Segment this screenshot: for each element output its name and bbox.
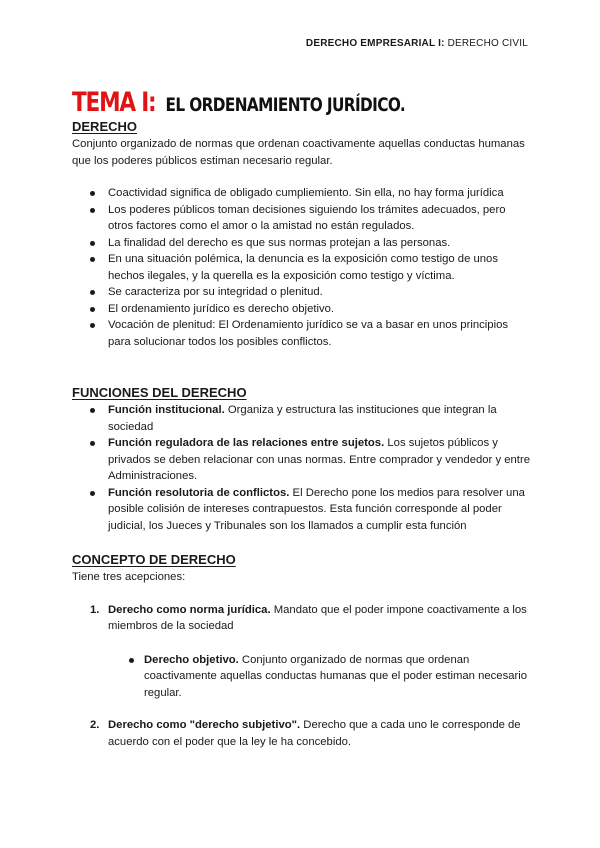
section-heading-funciones: FUNCIONES DEL DERECHO: [72, 385, 247, 400]
list-item: [72, 402, 532, 435]
list-item: Se caracteriza por su integridad o plenitud.: [72, 284, 532, 301]
derecho-definition: Conjunto organizado de normas que ordenan coactivamente aquellas conductas humanas que los poderes públicos estiman necesario regular.: [72, 138, 525, 167]
list-item-text: Derecho que a cada uno le corresponde de acuerdo con el poder que la ley le ha concebido.: [108, 719, 521, 748]
page-title: [72, 78, 405, 120]
list-item-text: Conjunto organizado de normas que ordenan coactivamente aquellas conductas humanas que el poder estiman necesario regular.: [144, 653, 528, 699]
concepto-intro: Tiene tres acepciones:: [72, 571, 186, 583]
list-item: [72, 602, 532, 635]
list-item-text: Los sujetos públicos y privados se deben relacionar con unas normas. Entre comprador y vendedor y entre Administraciones.: [108, 437, 530, 482]
list-item-text: Mandato que el poder impone coactivamente a los miembros de la sociedad: [108, 603, 527, 632]
funciones-list: [72, 402, 532, 534]
document-body: [72, 118, 532, 750]
list-item-term: Función resolutoria de conflictos.: [108, 486, 290, 499]
list-item: [72, 435, 532, 485]
list-item-term: Derecho objetivo.: [144, 653, 239, 666]
section-heading-concepto: CONCEPTO DE DERECHO: [72, 552, 236, 567]
list-item-term: Función institucional.: [108, 404, 225, 416]
title-text: EL ORDENAMIENTO JURÍDICO.: [165, 94, 406, 117]
list-item: [72, 717, 532, 750]
course-name: DERECHO EMPRESARIAL I:: [305, 38, 445, 49]
list-item-text: Organiza y estructura las instituciones que integran la sociedad: [108, 404, 497, 433]
list-item: Los poderes públicos toman decisiones siguiendo los trámites adecuados, pero otros factores como el amor o la amistad no están regulados.: [72, 202, 532, 235]
concepto-sub-list: [72, 652, 532, 702]
list-item: La finalidad del derecho es que sus normas protejan a las personas.: [72, 235, 532, 252]
list-item: Coactividad significa de obligado cumpliemiento. Sin ella, no hay forma jurídica: [72, 185, 532, 202]
list-item: El ordenamiento jurídico es derecho objetivo.: [72, 301, 532, 318]
list-item-number: 1.: [90, 603, 100, 616]
list-item-number: 2.: [90, 719, 100, 731]
concepto-numbered-list-cont: [72, 717, 532, 750]
section-heading-derecho: DERECHO: [72, 119, 138, 134]
list-item-term: Derecho como norma jurídica.: [108, 603, 271, 616]
list-item: [72, 485, 532, 535]
list-item-text: El Derecho pone los medios para resolver una posible colisión de intereses contrapuestos. Esta función corresponde al poder judicial, los Jueces y Tribunales son los llamados a cumplir esta función: [108, 486, 525, 532]
list-item: Vocación de plenitud: El Ordenamiento jurídico se va a basar en unos principios para solucionar todos los posibles conflictos.: [72, 317, 532, 350]
list-item-term: Derecho como "derecho subjetivo".: [108, 719, 301, 731]
course-subject: DERECHO CIVIL: [447, 38, 528, 49]
list-item: En una situación polémica, la denuncia es la exposición como testigo de unos hechos ilegales, y la querella es la exposición como testigo y víctima.: [72, 251, 532, 284]
list-item: [72, 652, 532, 702]
list-item-term: Función reguladora de las relaciones entre sujetos.: [108, 437, 385, 449]
running-header: [306, 38, 528, 49]
derecho-bullet-list: [72, 185, 532, 350]
concepto-numbered-list: [72, 602, 532, 635]
title-tema: TEMA I:: [72, 86, 156, 118]
